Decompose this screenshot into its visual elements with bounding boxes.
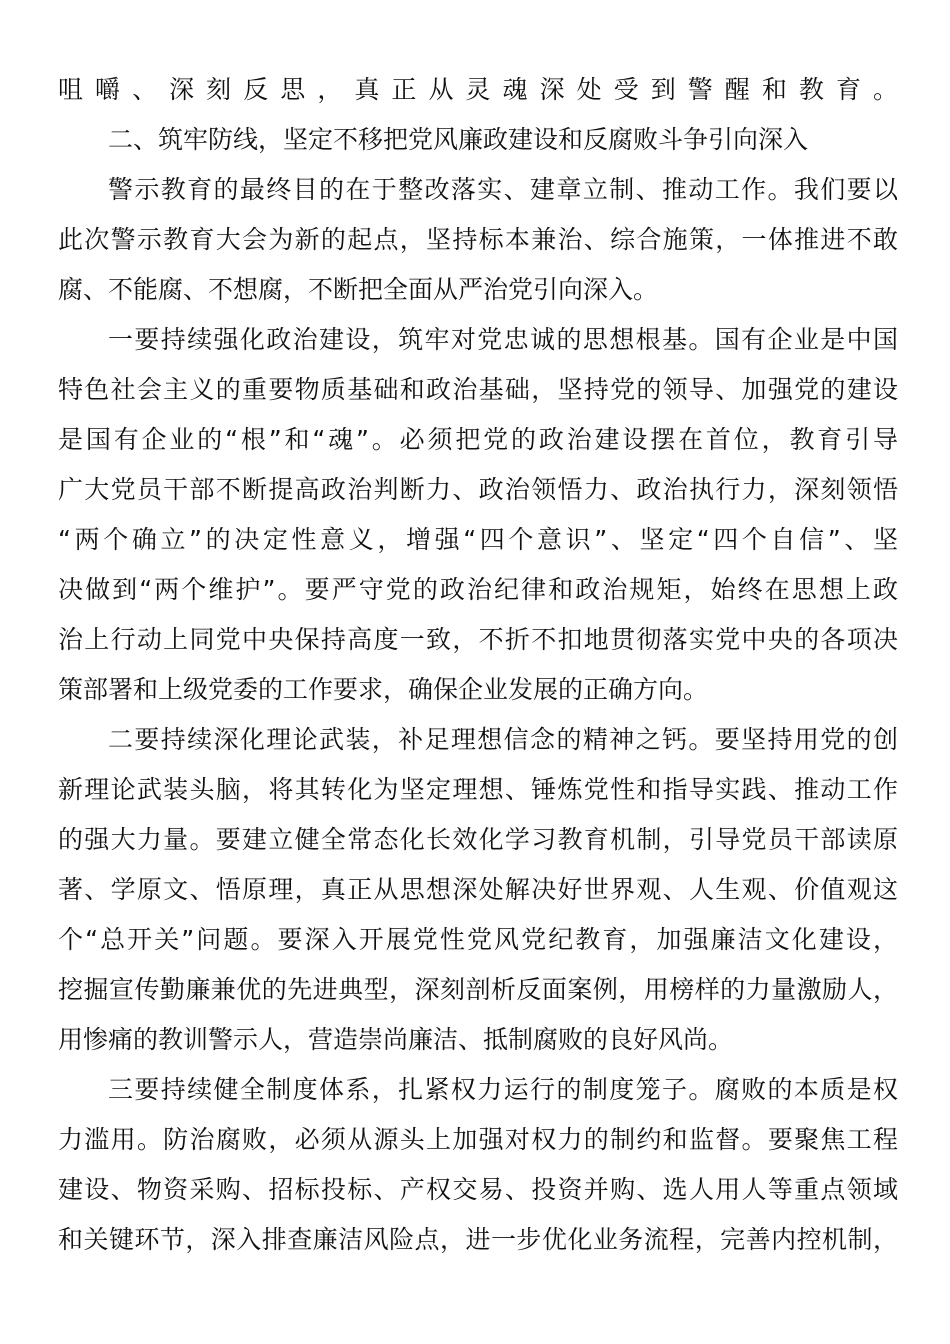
paragraph-line: 治上行动上同党中央保持高度一致，不折不扣地贯彻落实党中央的各项决 bbox=[58, 625, 898, 654]
section-heading: 二、筑牢防线，坚定不移把党风廉政建设和反腐败斗争引向深入 bbox=[108, 125, 809, 154]
paragraph-line: 新理论武装头脑，将其转化为坚定理想、锤炼党性和指导实践、推动工作 bbox=[58, 775, 898, 804]
paragraph-line: 特色社会主义的重要物质基础和政治基础，坚持党的领导、加强党的建设 bbox=[58, 375, 898, 404]
paragraph-line: 腐、不能腐、不想腐，不断把全面从严治党引向深入。 bbox=[58, 275, 659, 304]
paragraph-line: 力滥用。防治腐败，必须从源头上加强对权力的制约和监督。要聚焦工程 bbox=[58, 1125, 898, 1154]
paragraph-line: 是国有企业的“根”和“魂”。必须把党的政治建设摆在首位，教育引导 bbox=[58, 425, 898, 454]
paragraph-line: 咀嚼、深刻反思，真正从灵魂深处受到警醒和教育。 bbox=[58, 75, 898, 104]
paragraph-line: 个“总开关”问题。要深入开展党性党风党纪教育，加强廉洁文化建设， bbox=[58, 925, 898, 954]
paragraph-line: 三要持续健全制度体系，扎紧权力运行的制度笼子。腐败的本质是权 bbox=[108, 1075, 898, 1104]
paragraph-line: 此次警示教育大会为新的起点，坚持标本兼治、综合施策，一体推进不敢 bbox=[58, 225, 898, 254]
paragraph-line: 决做到“两个维护”。要严守党的政治纪律和政治规矩，始终在思想上政 bbox=[58, 575, 898, 604]
paragraph-line: 一要持续强化政治建设，筑牢对党忠诚的思想根基。国有企业是中国 bbox=[108, 325, 898, 354]
paragraph-line: 广大党员干部不断提高政治判断力、政治领悟力、政治执行力，深刻领悟 bbox=[58, 475, 898, 504]
paragraph-line: 用惨痛的教训警示人，营造崇尚廉洁、抵制腐败的良好风尚。 bbox=[58, 1025, 734, 1054]
paragraph-line: 的强大力量。要建立健全常态化长效化学习教育机制，引导党员干部读原 bbox=[58, 825, 898, 854]
paragraph-line: 建设、物资采购、招标投标、产权交易、投资并购、选人用人等重点领域 bbox=[58, 1175, 898, 1204]
paragraph-line: 策部署和上级党委的工作要求，确保企业发展的正确方向。 bbox=[58, 675, 709, 704]
paragraph-line: 警示教育的最终目的在于整改落实、建章立制、推动工作。我们要以 bbox=[108, 175, 898, 204]
paragraph-line: 二要持续深化理论武装，补足理想信念的精神之钙。要坚持用党的创 bbox=[108, 725, 898, 754]
paragraph-line: 著、学原文、悟原理，真正从思想深处解决好世界观、人生观、价值观这 bbox=[58, 875, 898, 904]
paragraph-line: 挖掘宣传勤廉兼优的先进典型，深刻剖析反面案例，用榜样的力量激励人， bbox=[58, 975, 898, 1004]
paragraph-line: 和关键环节，深入排查廉洁风险点，进一步优化业务流程，完善内控机制， bbox=[58, 1225, 898, 1254]
paragraph-line: “两个确立”的决定性意义，增强“四个意识”、坚定“四个自信”、坚 bbox=[58, 525, 898, 554]
